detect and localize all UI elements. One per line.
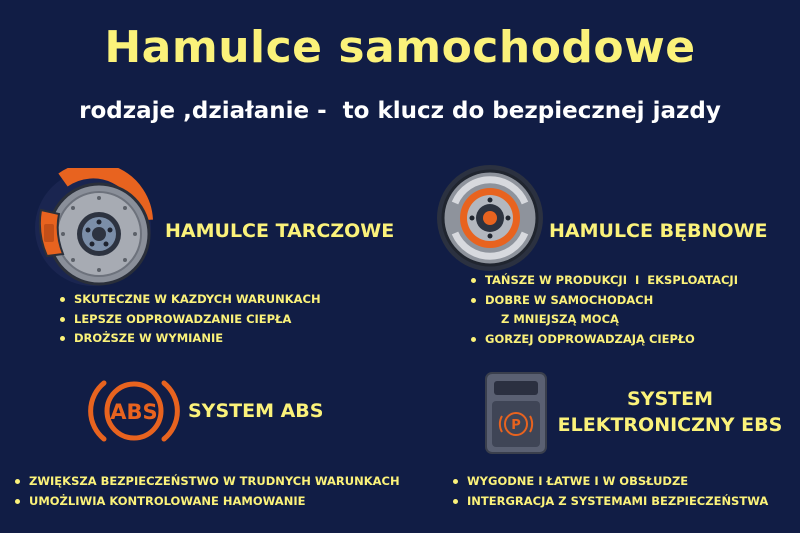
- list-item: SKUTECZNE W KAZDYCH WARUNKACH: [59, 290, 321, 310]
- abs-icon-text: ABS: [110, 400, 158, 424]
- list-item: TAŃSZE W PRODUKCJI I EKSPLOATACJI: [470, 271, 738, 291]
- abs-list: [14, 472, 400, 511]
- abs-heading: SYSTEM ABS: [188, 400, 324, 422]
- page-title: Hamulce samochodowe: [104, 22, 696, 73]
- list-item: Z MNIEJSZĄ MOCĄ: [501, 312, 619, 326]
- abs-warning-icon: [88, 375, 180, 447]
- list-item: WYGODNE I ŁATWE I W OBSŁUDZE: [452, 472, 768, 492]
- list-item: UMOŻLIWIA KONTROLOWANE HAMOWANIE: [14, 492, 400, 512]
- list-item: GORZEJ ODPROWADZAJĄ CIEPŁO: [470, 330, 738, 350]
- parking-icon-text: P: [511, 418, 521, 433]
- drum-brakes-list: [470, 271, 738, 349]
- list-item: LEPSZE ODPROWADZANIE CIEPŁA: [59, 310, 321, 330]
- list-item: DOBRE W SAMOCHODACH: [470, 291, 738, 311]
- list-item: DROŻSZE W WYMIANIE: [59, 329, 321, 349]
- brake-disc-icon: [33, 168, 159, 294]
- ebs-heading-line1: SYSTEM: [627, 388, 713, 410]
- brake-drum-icon: [435, 163, 545, 273]
- ebs-heading-line2: ELEKTRONICZNY EBS: [557, 414, 783, 436]
- list-item: ZWIĘKSZA BEZPIECZEŃSTWO W TRUDNYCH WARUNKACH: [14, 472, 400, 492]
- ebs-list: [452, 472, 768, 511]
- list-item: INTERGRACJA Z SYSTEMAMI BEZPIECZEŃSTWA: [452, 492, 768, 512]
- ebs-heading: [552, 386, 788, 438]
- disc-brakes-heading: HAMULCE TARCZOWE: [165, 220, 395, 242]
- disc-brakes-list: [59, 290, 321, 349]
- page-subtitle: rodzaje ,działanie - to klucz do bezpiecznej jazdy: [79, 98, 721, 124]
- drum-brakes-heading: HAMULCE BĘBNOWE: [549, 220, 768, 242]
- parking-brake-button-icon: [484, 371, 548, 455]
